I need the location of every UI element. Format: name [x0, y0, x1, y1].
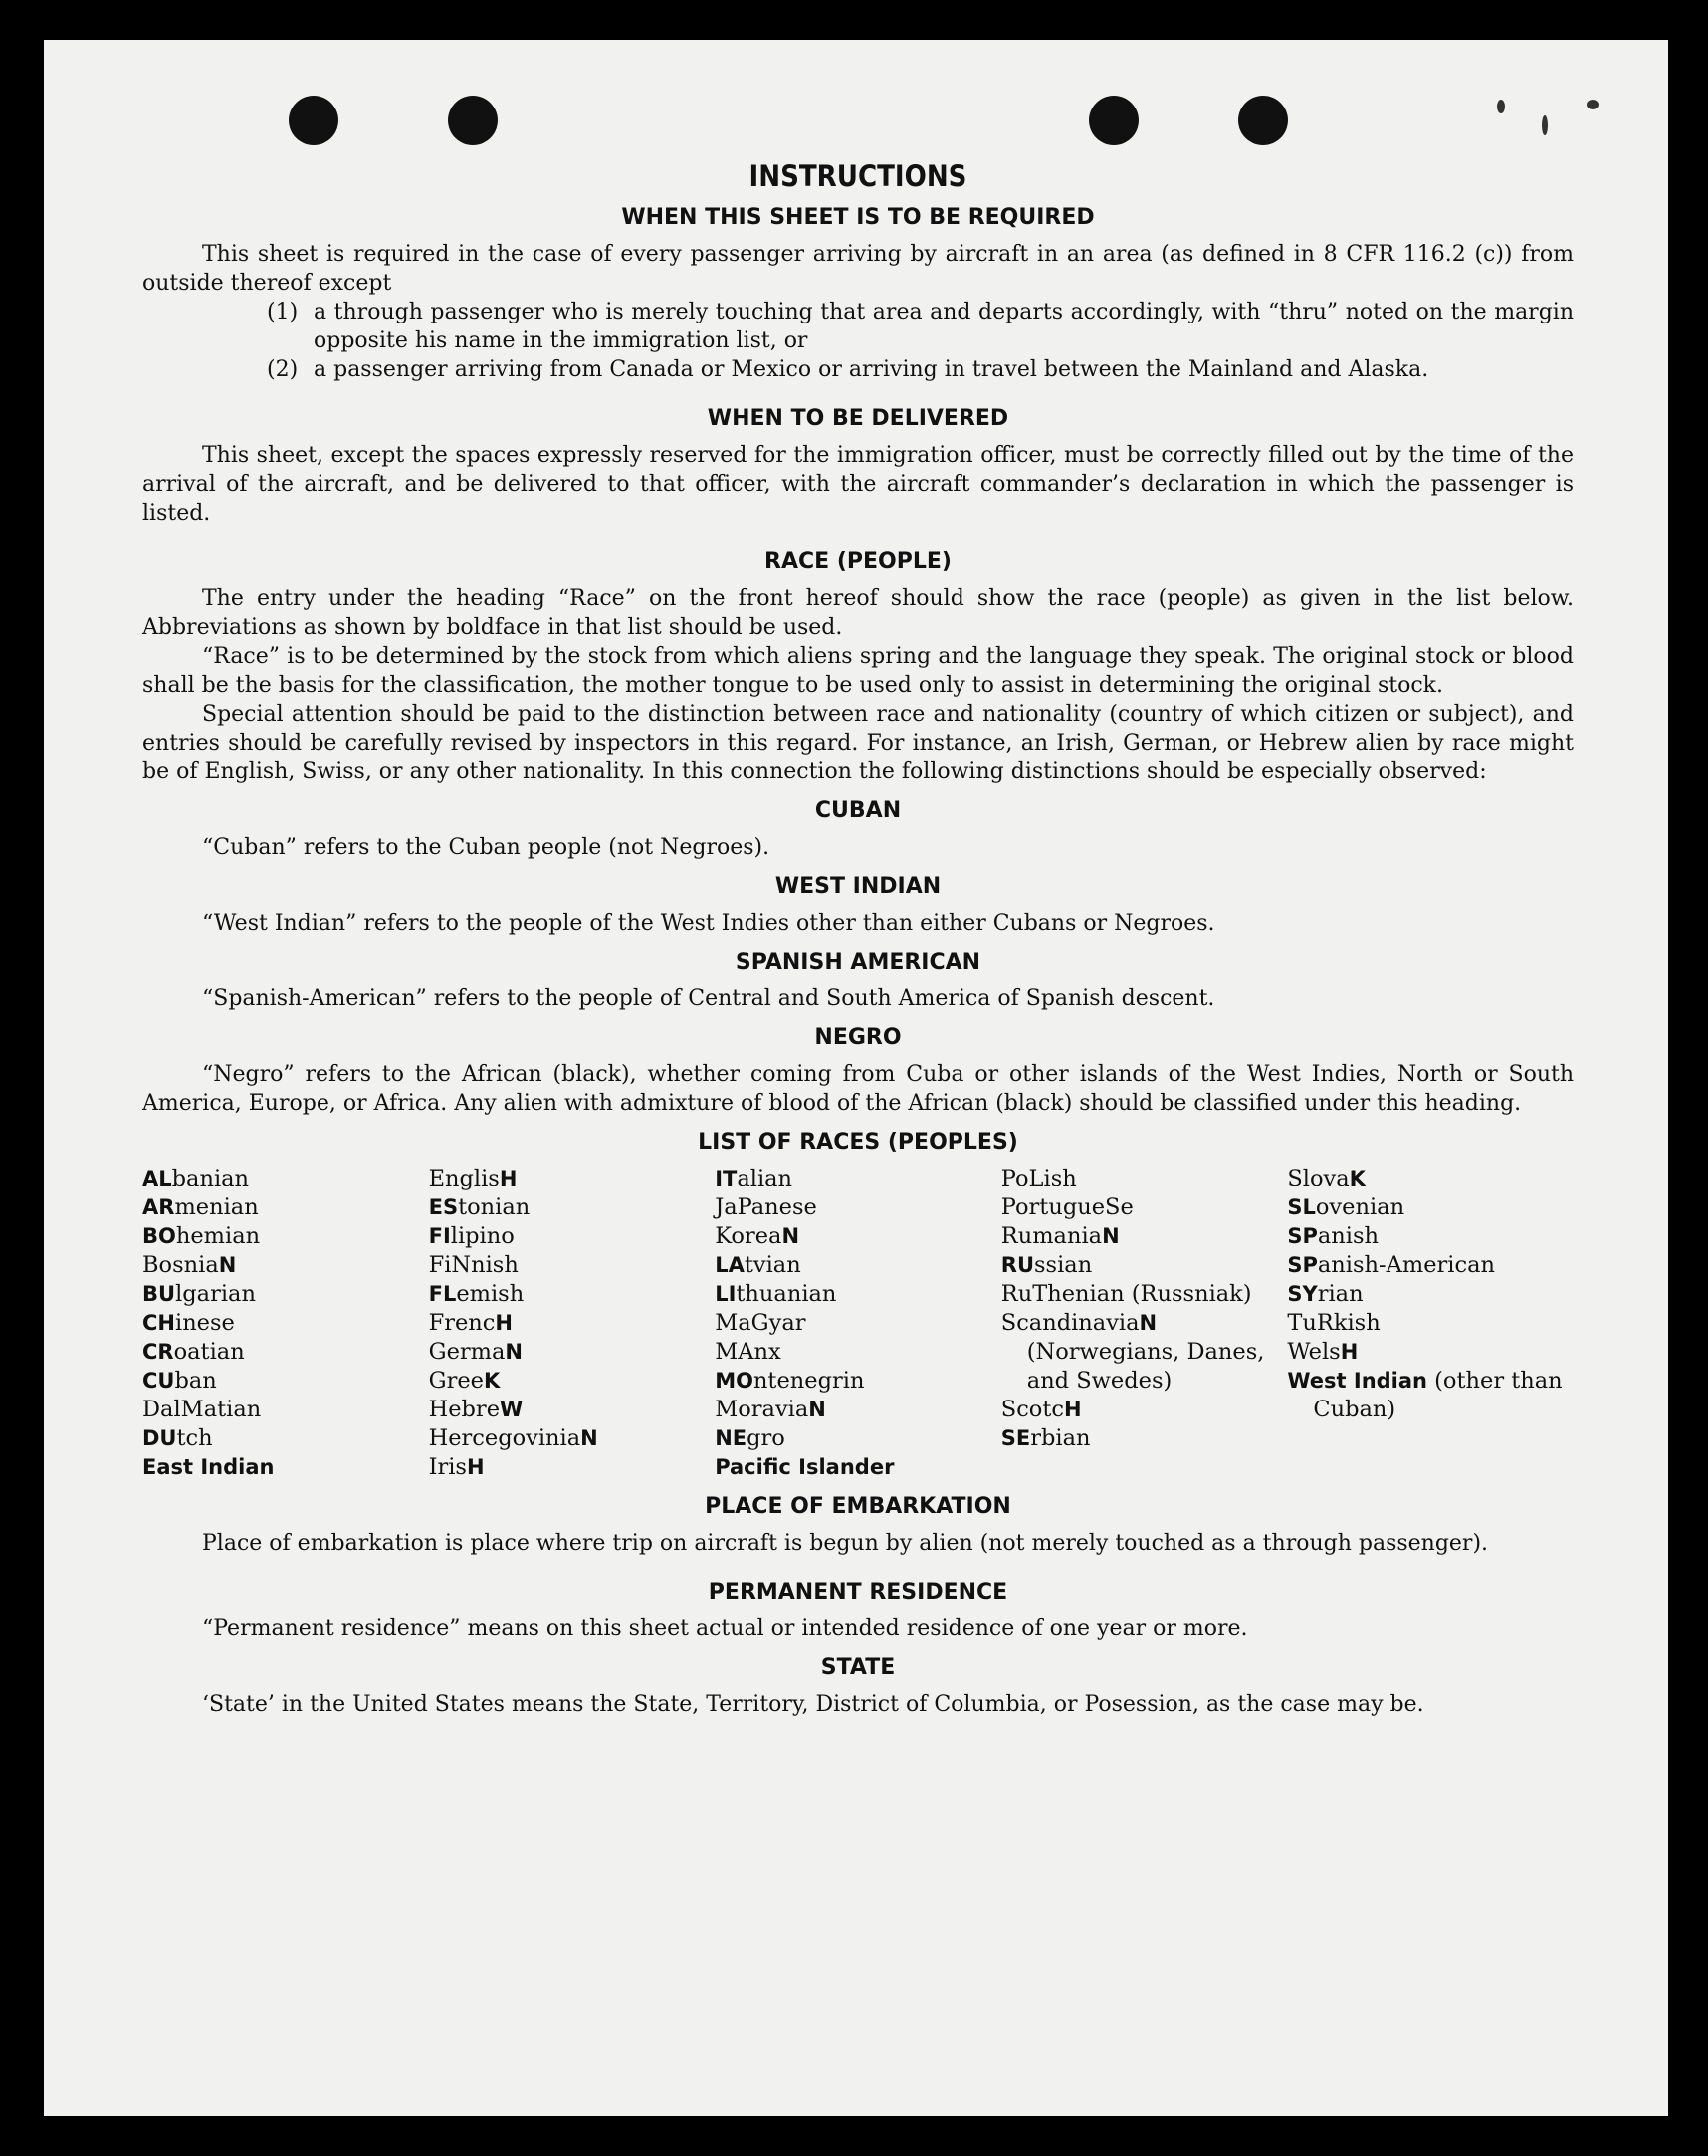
- race-column: [429, 1165, 716, 1482]
- race-abbreviation: RU: [1000, 1253, 1035, 1277]
- item-number: (2): [267, 357, 299, 382]
- race-item: [1001, 1280, 1288, 1309]
- race-name: Bosnia: [142, 1252, 219, 1278]
- race-item: [1287, 1193, 1574, 1222]
- race-item: [715, 1309, 1001, 1338]
- race-item: [1001, 1193, 1288, 1222]
- race-abbreviation: SP: [1287, 1253, 1318, 1277]
- list-item: [267, 298, 1574, 355]
- race-abbreviation: East Indian: [142, 1455, 275, 1479]
- race-abbreviation: IT: [715, 1167, 738, 1190]
- race-name: Hebre: [428, 1397, 501, 1422]
- race-abbreviation: FI: [428, 1224, 451, 1248]
- race-name: lipino: [450, 1223, 515, 1249]
- race-name: anish-American: [1317, 1252, 1495, 1278]
- race-item: [429, 1309, 716, 1338]
- race-item: [1001, 1222, 1288, 1251]
- race-item: [142, 1453, 429, 1482]
- race-name: TuRkish: [1287, 1310, 1381, 1336]
- race-abbreviation: SL: [1287, 1195, 1316, 1219]
- race-item: [715, 1193, 1001, 1222]
- race-abbreviation: SE: [1000, 1426, 1031, 1450]
- race-item: [142, 1193, 429, 1222]
- race-name: Gree: [428, 1368, 484, 1394]
- race-name: Germa: [428, 1339, 506, 1365]
- race-name: Rumania: [1000, 1223, 1103, 1249]
- race-abbreviation: K: [1349, 1167, 1366, 1190]
- race-name: PortugueSe: [1000, 1194, 1134, 1220]
- race-name: (other than Cuban): [1313, 1368, 1563, 1422]
- paragraph: This sheet, except the spaces expressly reserved for the immigration officer, must be correctly filled out by the time of the arrival of the aircraft, and be delivered to that officer, with the aircraft commander’s declaration in which the passenger is listed.: [142, 443, 1574, 526]
- race-item: [1287, 1280, 1574, 1309]
- race-name: rian: [1317, 1281, 1364, 1307]
- race-abbreviation: H: [466, 1455, 485, 1479]
- item-text: a passenger arriving from Canada or Mexico or arriving in travel between the Mainland and Alaska.: [314, 357, 1429, 382]
- item-number: (1): [267, 300, 299, 324]
- race-name: hemian: [175, 1223, 261, 1249]
- race-name: Hercegovinia: [428, 1425, 581, 1451]
- race-name: tch: [176, 1425, 213, 1451]
- paragraph: This sheet is required in the case of every passenger arriving by aircraft in an area (as defined in 8 CFR 116.2 (c)) from outside thereof except: [142, 242, 1574, 296]
- punch-hole: [1089, 96, 1139, 145]
- race-name: inese: [175, 1310, 235, 1336]
- race-item: [1001, 1424, 1288, 1453]
- race-item: [715, 1222, 1001, 1251]
- ink-speck: [1587, 100, 1599, 109]
- race-item: [142, 1424, 429, 1453]
- race-abbreviation: H: [1064, 1398, 1082, 1421]
- punch-hole: [448, 96, 498, 145]
- ink-speck: [1497, 100, 1505, 113]
- race-item: [429, 1424, 716, 1453]
- race-name: Moravia: [715, 1397, 809, 1422]
- race-name: Korea: [715, 1223, 782, 1249]
- race-abbreviation: H: [499, 1167, 518, 1190]
- section-heading: NEGRO: [814, 1025, 902, 1050]
- document-sheet: [44, 40, 1668, 2116]
- race-name: Slova: [1287, 1166, 1350, 1191]
- race-item: [715, 1396, 1001, 1424]
- race-name: MAnx: [715, 1339, 781, 1365]
- race-item: [429, 1165, 716, 1193]
- section-heading: WHEN THIS SHEET IS TO BE REQUIRED: [621, 205, 1095, 230]
- race-item: [142, 1338, 429, 1367]
- section-heading: PLACE OF EMBARKATION: [705, 1494, 1011, 1519]
- race-name: oatian: [173, 1339, 245, 1365]
- section-heading: WHEN TO BE DELIVERED: [707, 406, 1009, 431]
- race-name: anish: [1317, 1223, 1380, 1249]
- race-item: [715, 1165, 1001, 1193]
- race-name: thuanian: [736, 1281, 837, 1307]
- race-name: ovenian: [1315, 1194, 1405, 1220]
- race-abbreviation: H: [495, 1311, 513, 1335]
- race-abbreviation: H: [1340, 1340, 1359, 1364]
- paragraph: “West Indian” refers to the people of the West Indies other than either Cubans or Negroes.: [202, 911, 1215, 936]
- race-item: [1001, 1309, 1288, 1396]
- race-name: ban: [174, 1368, 217, 1394]
- instructions-content: [142, 159, 1574, 1719]
- race-item: [715, 1367, 1001, 1396]
- section-heading: RACE (PEOPLE): [764, 549, 952, 574]
- race-item: [1287, 1338, 1574, 1367]
- race-name: MaGyar: [715, 1310, 806, 1336]
- race-name: FiNnish: [428, 1252, 519, 1278]
- race-abbreviation: LI: [715, 1282, 737, 1306]
- race-name: Scandinavia: [1000, 1310, 1140, 1336]
- paragraph: “Negro” refers to the African (black), whether coming from Cuba or other islands of the West Indies, North or South America, Europe, or Africa. Any alien with admixture of blood of the African (black) should be classified under this heading.: [142, 1062, 1574, 1116]
- race-name: ntenegrin: [752, 1368, 865, 1394]
- race-abbreviation: NE: [715, 1426, 747, 1450]
- race-name: PoLish: [1000, 1166, 1077, 1191]
- paragraph: “Cuban” refers to the Cuban people (not Negroes).: [202, 835, 770, 860]
- ink-speck: [1542, 115, 1548, 135]
- paragraph: The entry under the heading “Race” on the front hereof should show the race (people) as given in the list below. Abbreviations as shown by boldface in that list should be used.: [142, 586, 1574, 640]
- race-abbreviation: K: [483, 1369, 501, 1393]
- race-column: [142, 1165, 429, 1482]
- race-item: [715, 1280, 1001, 1309]
- race-abbreviation: CH: [142, 1311, 175, 1335]
- race-item: [429, 1396, 716, 1424]
- race-abbreviation: SY: [1287, 1282, 1318, 1306]
- paragraph: Special attention should be paid to the distinction between race and nationality (country of which citizen or subject), and entries should be carefully revised by inspectors in this regard. For instance, an Irish, German, or Hebrew alien by race might be of English, Swiss, or any other nationality. In this connection the following distinctions should be especially observed:: [142, 702, 1574, 784]
- race-item: [142, 1280, 429, 1309]
- race-name: Wels: [1287, 1339, 1341, 1365]
- race-name: rbian: [1030, 1425, 1091, 1451]
- race-item: [1001, 1396, 1288, 1424]
- race-item: [429, 1367, 716, 1396]
- race-item: [142, 1309, 429, 1338]
- race-item: [142, 1396, 429, 1424]
- race-abbreviation: CU: [142, 1369, 175, 1393]
- race-abbreviation: Pacific Islander: [715, 1455, 895, 1479]
- race-item: [1287, 1222, 1574, 1251]
- race-abbreviation: DU: [142, 1426, 177, 1450]
- race-abbreviation: FL: [428, 1282, 457, 1306]
- paragraph: “Race” is to be determined by the stock from which aliens spring and the language they speak. The original stock or blood shall be the basis for the classification, the mother tongue to be used only to assist in determining the original stock.: [142, 644, 1574, 698]
- race-abbreviation: BO: [142, 1224, 176, 1248]
- race-item: [715, 1424, 1001, 1453]
- race-item: [429, 1338, 716, 1367]
- race-item: [715, 1338, 1001, 1367]
- race-column: [715, 1165, 1001, 1482]
- paragraph: “Permanent residence” means on this sheet actual or intended residence of one year or more.: [202, 1617, 1248, 1641]
- race-abbreviation: West Indian: [1287, 1369, 1427, 1393]
- race-name: DalMatian: [142, 1397, 262, 1422]
- race-list: [142, 1165, 1574, 1482]
- race-name: banian: [171, 1166, 250, 1191]
- race-name: tonian: [458, 1194, 531, 1220]
- race-item: [429, 1251, 716, 1280]
- race-name: (Norwegians, Danes, and Swedes): [1026, 1339, 1265, 1394]
- race-name: RuThenian (Russniak): [1000, 1281, 1252, 1307]
- race-name: lgarian: [175, 1281, 256, 1307]
- race-item: [1287, 1251, 1574, 1280]
- race-item: [429, 1453, 716, 1482]
- race-item: [142, 1251, 429, 1280]
- race-name: emish: [456, 1281, 525, 1307]
- race-item: [1001, 1165, 1288, 1193]
- race-name: ssian: [1034, 1252, 1093, 1278]
- section-heading: SPANISH AMERICAN: [735, 950, 981, 974]
- paragraph: ‘State’ in the United States means the State, Territory, District of Columbia, or Posession, as the case may be.: [202, 1692, 1424, 1717]
- race-name: Frenc: [428, 1310, 496, 1336]
- race-abbreviation: N: [218, 1253, 237, 1277]
- race-item: [142, 1367, 429, 1396]
- race-name: gro: [747, 1425, 785, 1451]
- paragraph: Place of embarkation is place where trip on aircraft is begun by alien (not merely touched as a through passenger).: [202, 1531, 1489, 1556]
- race-name: Iris: [428, 1454, 467, 1480]
- race-name: JaPanese: [715, 1194, 817, 1220]
- punch-hole: [1238, 96, 1288, 145]
- race-name: alian: [737, 1166, 793, 1191]
- race-abbreviation: AL: [142, 1167, 172, 1190]
- race-abbreviation: CR: [142, 1340, 174, 1364]
- item-text: a through passenger who is merely touching that area and departs accordingly, with “thru” noted on the margin opposite his name in the immigration list, or: [314, 300, 1574, 353]
- race-name: menian: [174, 1194, 259, 1220]
- race-abbreviation: AR: [142, 1195, 175, 1219]
- race-abbreviation: N: [1139, 1311, 1158, 1335]
- race-item: [1001, 1251, 1288, 1280]
- section-heading: CUBAN: [814, 798, 902, 823]
- race-abbreviation: ES: [428, 1195, 459, 1219]
- race-abbreviation: N: [781, 1224, 800, 1248]
- race-abbreviation: SP: [1287, 1224, 1318, 1248]
- section-heading: PERMANENT RESIDENCE: [708, 1580, 1008, 1605]
- list-item: [267, 355, 1574, 384]
- punch-hole: [289, 96, 338, 145]
- race-abbreviation: MO: [715, 1369, 753, 1393]
- race-abbreviation: N: [1102, 1224, 1120, 1248]
- race-item: [429, 1193, 716, 1222]
- race-item: [429, 1280, 716, 1309]
- race-column: [1001, 1165, 1288, 1482]
- race-name: Scotc: [1000, 1397, 1064, 1422]
- paragraph: “Spanish-American” refers to the people of Central and South America of Spanish descent.: [202, 986, 1215, 1011]
- section-heading: WEST INDIAN: [774, 874, 942, 899]
- race-abbreviation: N: [808, 1398, 826, 1421]
- race-item: [429, 1222, 716, 1251]
- race-abbreviation: N: [580, 1426, 598, 1450]
- race-abbreviation: W: [500, 1398, 524, 1421]
- race-item: [142, 1165, 429, 1193]
- race-abbreviation: N: [505, 1340, 523, 1364]
- race-item: [1287, 1367, 1574, 1424]
- race-abbreviation: BU: [142, 1282, 176, 1306]
- race-item: [715, 1251, 1001, 1280]
- page-title: INSTRUCTIONS: [748, 159, 967, 193]
- section-heading: STATE: [820, 1655, 896, 1680]
- race-item: [1287, 1165, 1574, 1193]
- race-item: [142, 1222, 429, 1251]
- race-name: Englis: [428, 1166, 500, 1191]
- race-item: [715, 1453, 1001, 1482]
- section-heading: LIST OF RACES (PEOPLES): [698, 1130, 1018, 1155]
- race-name: tvian: [744, 1252, 801, 1278]
- race-column: [1287, 1165, 1574, 1482]
- race-abbreviation: LA: [715, 1253, 745, 1277]
- race-item: [1287, 1309, 1574, 1338]
